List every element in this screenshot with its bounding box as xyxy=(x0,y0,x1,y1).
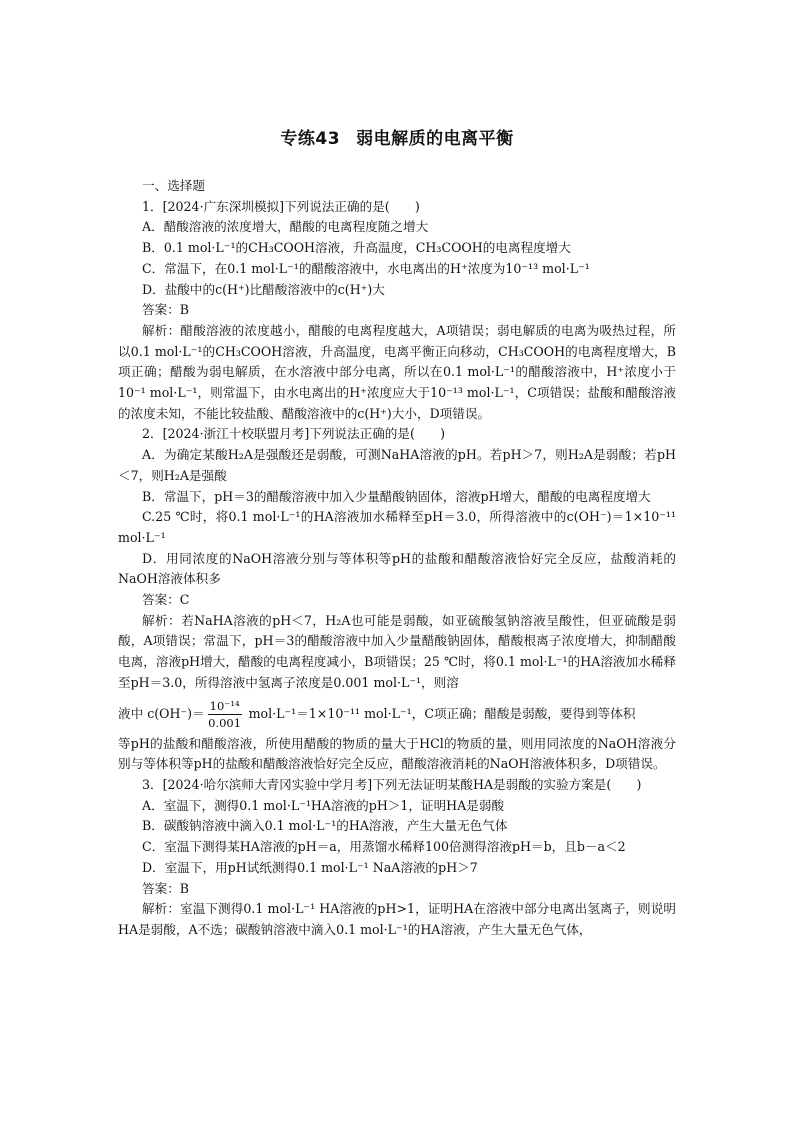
q2-answer: 答案：C xyxy=(142,592,190,608)
fraction-denominator: 0.001 xyxy=(208,715,242,730)
q2-analysis-pre: 液中 c(OH⁻)＝ xyxy=(118,705,205,721)
section-heading: 一、选择题 xyxy=(142,178,205,193)
q2-stem: 2．[2024·浙江十校联盟月考]下列说法正确的是( ) xyxy=(142,426,446,442)
q2-analysis-fraction-line xyxy=(118,694,676,734)
q2-analysis-part1: 解析：若NaHA溶液的pH＜7，H₂A也可能是弱酸，如亚硫酸氢钠溶液呈酸性，但亚硫酸是弱酸，A项错误；常温下，pH＝3的醋酸溶液中加入少量醋酸钠固体，醋酸根离子浓度增大，抑制醋酸电离，溶液pH增大，醋酸的电离程度减小，B项错误；25 ℃时，将0.1 mol·L⁻¹的HA溶液加水稀释至pH＝3.0，所得溶液中氢离子浓度是0.001 mol·L⁻¹，则溶 xyxy=(118,612,676,690)
fraction-numerator: 10⁻¹⁴ xyxy=(209,698,240,713)
page-title xyxy=(0,124,794,149)
q2-option-c: C.25 ℃时，将0.1 mol·L⁻¹的HA溶液加水稀释至pH＝3.0，所得溶液中的c(OH⁻)＝1×10⁻¹¹ mol·L⁻¹ xyxy=(118,509,676,545)
title-text: 弱电解质的电离平衡 xyxy=(356,129,514,149)
q3-option-c: C．室温下测得某HA溶液的pH＝a，用蒸馏水稀释100倍测得溶液pH＝b，且b－a＜2 xyxy=(142,839,626,855)
q3-option-d: D．室温下，用pH试纸测得0.1 mol·L⁻¹ NaA溶液的pH＞7 xyxy=(142,859,478,875)
q3-answer: 答案：B xyxy=(142,880,190,896)
q3-option-b: B．碳酸钠溶液中滴入0.1 mol·L⁻¹的HA溶液，产生大量无色气体 xyxy=(142,818,508,834)
q1-analysis: 解析：醋酸溶液的浓度越小，醋酸的电离程度越大，A项错误；弱电解质的电离为吸热过程，所以0.1 mol·L⁻¹的CH₃COOH溶液，升高温度，电离平衡正向移动，CH₃COOH的电离程度增大，B项正确；醋酸为弱电解质，在水溶液中部分电离，所以在0.1 mol·L⁻¹的醋酸溶液中，H⁺浓度小于10⁻¹ mol·L⁻¹，则常温下，由水电离出的H⁺浓度应大于10⁻¹³ mol·L⁻¹，C项错误；盐酸和醋酸溶液的浓度未知，不能比较盐酸、醋酸溶液中的c(H⁺)大小，D项错误。 xyxy=(118,322,676,421)
q2-option-b: B．常温下，pH＝3的醋酸溶液中加入少量醋酸钠固体，溶液pH增大，醋酸的电离程度增大 xyxy=(142,488,651,504)
q1-stem: 1．[2024·广东深圳模拟]下列说法正确的是( ) xyxy=(142,198,420,214)
q2-option-d: D．用同浓度的NaOH溶液分别与等体积等pH的盐酸和醋酸溶液恰好完全反应，盐酸消耗的NaOH溶液体积多 xyxy=(118,550,676,587)
q1-option-b: B．0.1 mol·L⁻¹的CH₃COOH溶液，升高温度，CH₃COOH的电离程度增大 xyxy=(142,240,571,256)
q3-stem: 3．[2024·哈尔滨师大青冈实验中学月考]下列无法证明某酸HA是弱酸的实验方案是( ) xyxy=(142,776,642,792)
q1-option-a: A．醋酸溶液的浓度增大，醋酸的电离程度随之增大 xyxy=(142,219,429,235)
q3-analysis: 解析：室温下测得0.1 mol·L⁻¹ HA溶液的pH>1，证明HA在溶液中部分电离出氢离子，则说明HA是弱酸，A不选；碳酸钠溶液中滴入0.1 mol·L⁻¹的HA溶液，产生大量无色气体， xyxy=(118,901,676,937)
q2-analysis-part2: 等pH的盐酸和醋酸溶液，所使用醋酸的物质的量大于HCl的物质的量，则用同浓度的NaOH溶液分别与等体积等pH的盐酸和醋酸溶液恰好完全反应，醋酸溶液消耗的NaOH溶液体积多，D项错误。 xyxy=(118,735,676,772)
q3-option-a: A．室温下，测得0.1 mol·L⁻¹HA溶液的pH＞1，证明HA是弱酸 xyxy=(142,797,505,813)
fraction xyxy=(208,698,242,731)
q1-option-c: C．常温下，在0.1 mol·L⁻¹的醋酸溶液中，水电离出的H⁺浓度为10⁻¹³ mol·L⁻¹ xyxy=(142,260,590,276)
document-body xyxy=(118,176,676,941)
q1-option-d: D．盐酸中的c(H⁺)比醋酸溶液中的c(H⁺)大 xyxy=(142,281,385,297)
q2-analysis-post: mol·L⁻¹＝1×10⁻¹¹ mol·L⁻¹，C项正确；醋酸是弱酸，要得到等体积 xyxy=(244,705,636,721)
q2-option-a: A．为确定某酸H₂A是强酸还是弱酸，可测NaHA溶液的pH。若pH＞7，则H₂A是弱酸；若pH＜7，则H₂A是强酸 xyxy=(118,447,676,483)
title-label: 专练43 xyxy=(280,129,341,149)
q1-answer: 答案：B xyxy=(142,302,190,318)
